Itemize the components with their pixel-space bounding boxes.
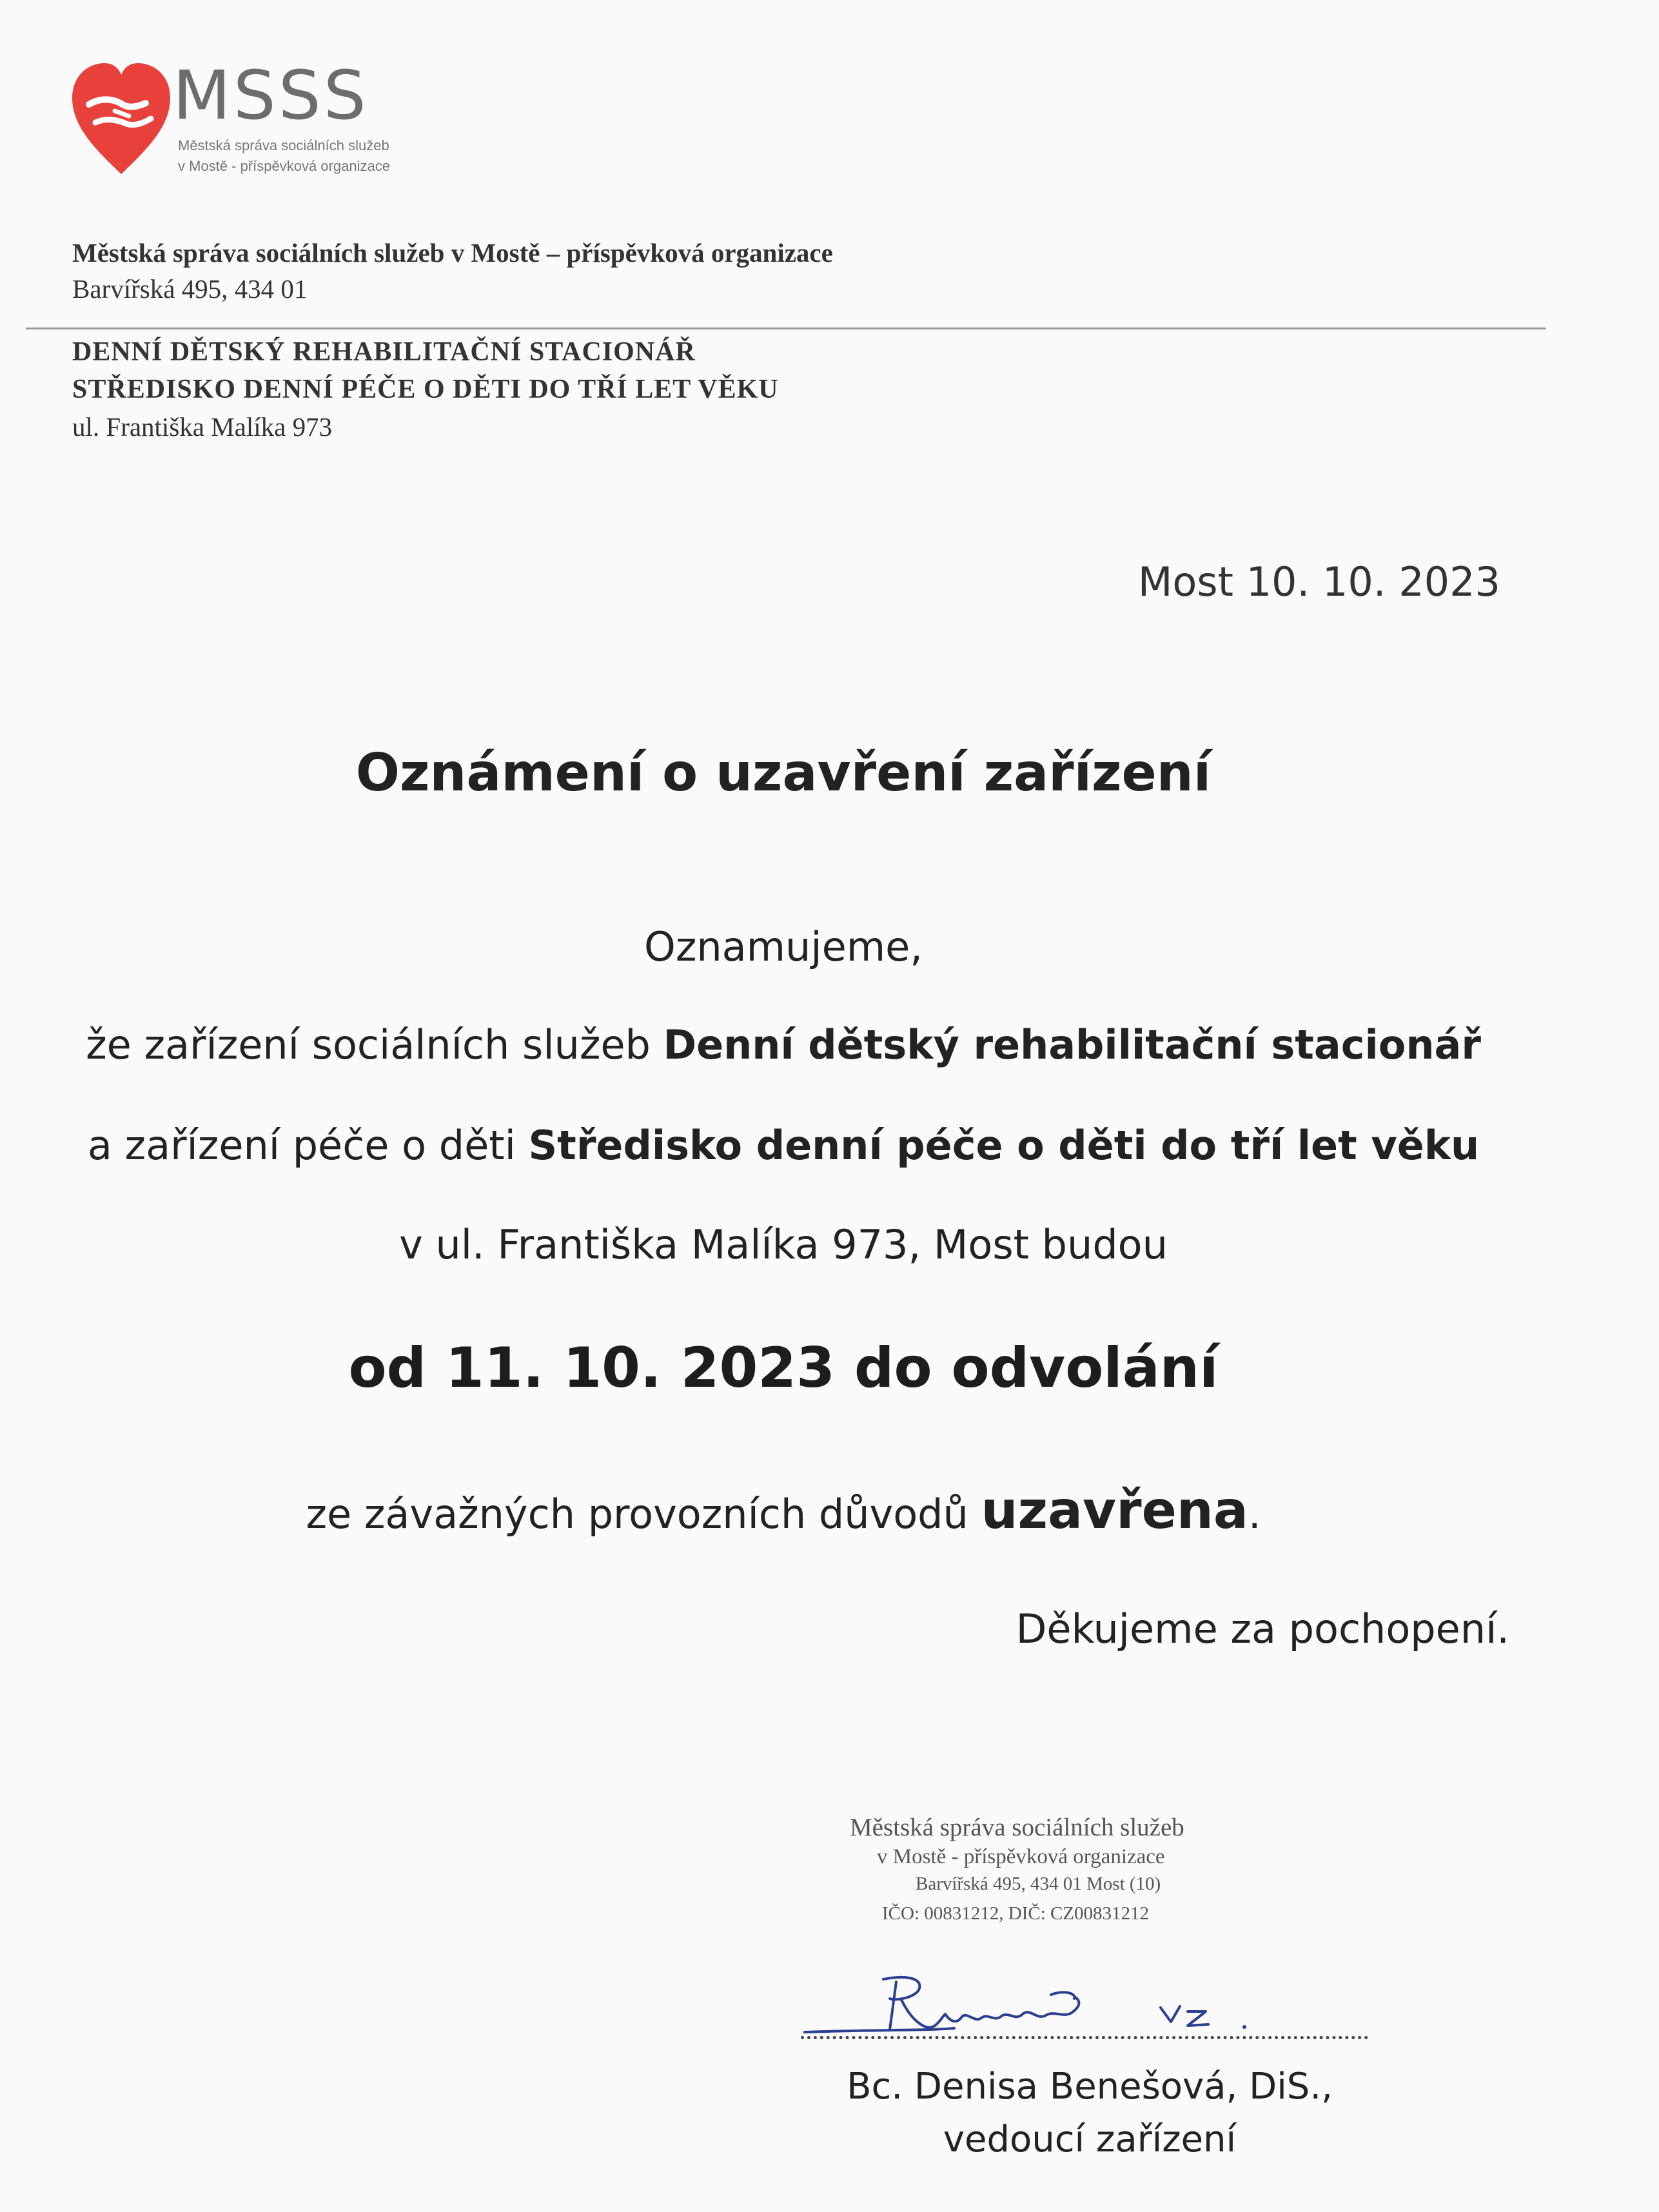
body-line-3: v ul. Františka Malíka 973, Most budou (399, 1221, 1168, 1268)
body-line-2-text: a zařízení péče o děti (87, 1122, 529, 1169)
signer-name: Bc. Denisa Benešová, DiS., (847, 2066, 1333, 2108)
facility-name-bold: Denní dětský rehabilitační stacionář (663, 1021, 1481, 1068)
facility-address: ul. Františka Malíka 973 (72, 412, 333, 442)
body-line-4 (0, 1480, 1567, 1540)
facility-name-line2: STŘEDISKO DENNÍ PÉČE O DĚTI DO TŘÍ LET VĚKU (72, 375, 779, 404)
logo-wordmark: MSSS (173, 56, 369, 135)
childcare-name-bold: Středisko denní péče o děti do tří let věku (528, 1122, 1480, 1169)
document-date: Most 10. 10. 2023 (1137, 558, 1500, 605)
signature-line (801, 2036, 1368, 2039)
body-line-1-text: že zařízení sociálních služeb (86, 1021, 663, 1068)
body-line-1 (0, 1021, 1567, 1068)
handwritten-signature (793, 1960, 1283, 2037)
stamp-line-1: Městská správa sociálních služeb (850, 1814, 1184, 1841)
thanks-line: Děkujeme za pochopení. (1016, 1605, 1509, 1652)
logo-subtitle-line2: v Mostě - příspěvková organizace (178, 158, 390, 174)
body-line-4-text: ze závažných provozních důvodů (306, 1491, 981, 1538)
body-line-4-end: . (1248, 1491, 1261, 1538)
stamp-line-4: IČO: 00831212, DIČ: CZ00831212 (882, 1903, 1150, 1924)
announcement-intro: Oznamujeme, (644, 923, 923, 970)
header-divider (26, 328, 1546, 329)
stamp-line-2: v Mostě - příspěvková organizace (877, 1845, 1165, 1868)
heart-hands-icon (70, 59, 173, 175)
closure-period: od 11. 10. 2023 do odvolání (348, 1336, 1219, 1400)
logo-subtitle-line1: Městská správa sociálních služeb (178, 137, 389, 153)
body-line-2 (0, 1122, 1567, 1169)
logo-subtitle (178, 135, 390, 177)
facility-name-line1: DENNÍ DĚTSKÝ REHABILITAČNÍ STACIONÁŘ (72, 337, 696, 367)
signer-role: vedoucí zařízení (943, 2119, 1237, 2160)
stamp-line-3: Barvířská 495, 434 01 Most (10) (916, 1874, 1161, 1894)
organization-address: Barvířská 495, 434 01 (72, 274, 308, 304)
organization-logo (70, 56, 418, 188)
closed-word: uzavřena (981, 1480, 1248, 1540)
page-title: Oznámení o uzavření zařízení (355, 743, 1212, 803)
organization-name: Městská správa sociálních služeb v Mostě – příspěvková organizace (72, 238, 833, 268)
